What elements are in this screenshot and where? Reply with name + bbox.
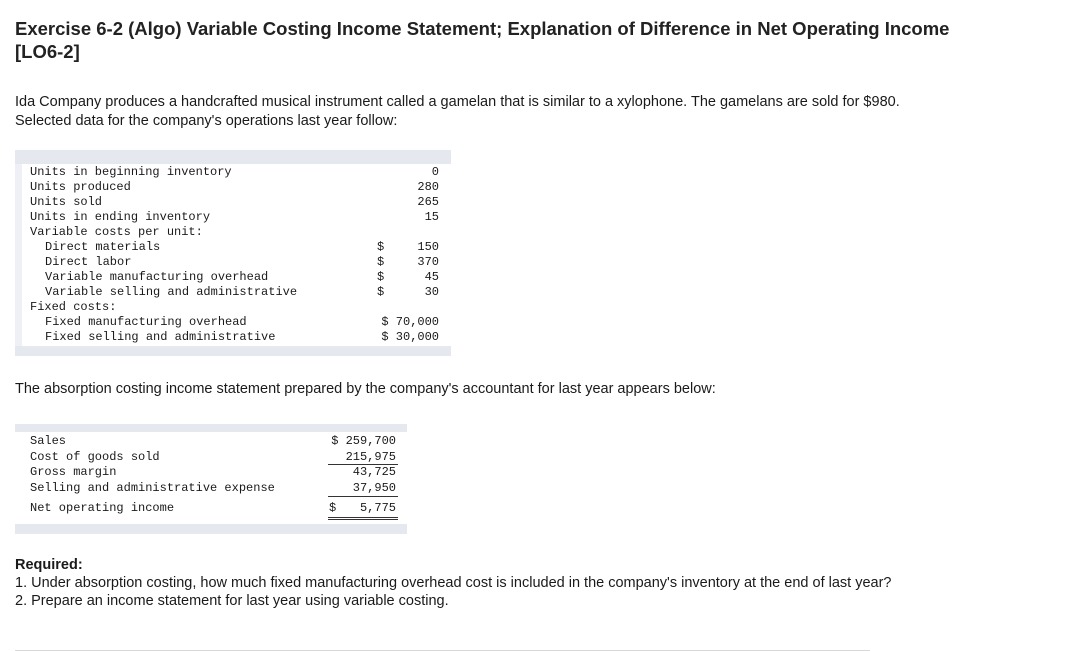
- row-value: 43,725: [352, 465, 396, 479]
- table-header-bar: [15, 150, 451, 164]
- row-currency: $: [377, 270, 385, 284]
- table-row: [15, 195, 451, 210]
- row-currency: $: [329, 501, 337, 515]
- intro-paragraph: Ida Company produces a handcrafted musical instrument called a gamelan that is similar to a xylophone. The gamelans are sold for $980. Selected data for the company's operations last year follow:: [15, 94, 900, 129]
- row-value: 265: [417, 195, 439, 209]
- table-row: [15, 330, 451, 345]
- table-row: [15, 210, 451, 225]
- row-label: Direct labor: [45, 255, 132, 269]
- row-label: Fixed selling and administrative: [45, 330, 276, 344]
- table-row: [15, 315, 451, 330]
- row-value: 30: [424, 285, 439, 299]
- table-footer-bar: [15, 346, 451, 356]
- row-label: Units in beginning inventory: [30, 165, 232, 179]
- table-row: [15, 433, 407, 449]
- table-footer-bar: [15, 524, 407, 534]
- row-label: Sales: [30, 434, 67, 448]
- row-label: Units sold: [30, 195, 103, 209]
- row-value: 45: [424, 270, 439, 284]
- row-label: Direct materials: [45, 240, 161, 254]
- row-value: 15: [424, 210, 439, 224]
- row-currency: $: [377, 255, 385, 269]
- page-title: Exercise 6-2 (Algo) Variable Costing Income Statement; Explanation of Difference in Net Operating Income [LO6-2]: [15, 18, 950, 62]
- table-row: [15, 464, 407, 480]
- row-label: Variable manufacturing overhead: [45, 270, 269, 284]
- requirement-1: 1. Under absorption costing, how much fixed manufacturing overhead cost is included in the company's inventory at the end of last year?: [15, 575, 892, 591]
- row-value: 0: [431, 165, 439, 179]
- table-row: [15, 180, 451, 195]
- row-label: Selling and administrative expense: [30, 481, 275, 495]
- table-row: [15, 500, 407, 516]
- row-value: 280: [417, 180, 439, 194]
- table-header-bar: [15, 424, 407, 432]
- row-value: 215,975: [345, 450, 396, 464]
- row-label: Units produced: [30, 180, 131, 194]
- row-value: 370: [417, 255, 439, 269]
- row-value: $ 259,700: [331, 434, 396, 448]
- row-label: Cost of goods sold: [30, 450, 160, 464]
- row-label: Units in ending inventory: [30, 210, 211, 224]
- table-row: [15, 165, 451, 180]
- row-value: 150: [417, 240, 439, 254]
- row-value: 37,950: [352, 481, 396, 495]
- absorption-income-statement: [15, 424, 407, 534]
- row-currency: $: [377, 285, 385, 299]
- row-currency: $: [377, 240, 385, 254]
- row-value: 5,775: [359, 501, 396, 515]
- table-row: [15, 285, 451, 300]
- double-underline: [328, 517, 398, 518]
- required-section: [15, 556, 955, 610]
- table-row: [15, 300, 451, 315]
- row-label: Fixed manufacturing overhead: [45, 315, 247, 329]
- row-label: Net operating income: [30, 501, 175, 515]
- operations-data-table: [15, 150, 451, 356]
- row-label: Variable selling and administrative: [45, 285, 298, 299]
- underline: [328, 496, 398, 497]
- row-label: Gross margin: [30, 465, 117, 479]
- income-statement-intro: The absorption costing income statement prepared by the company's accountant for last year appears below:: [15, 381, 716, 397]
- table-row: [15, 270, 451, 285]
- table-row: [15, 480, 407, 496]
- row-label: Fixed costs:: [30, 300, 117, 314]
- table-row: [15, 255, 451, 270]
- double-underline: [328, 519, 398, 520]
- required-title: Required:: [15, 557, 83, 573]
- row-value: $ 70,000: [381, 315, 439, 329]
- row-value: $ 30,000: [381, 330, 439, 344]
- requirement-2: 2. Prepare an income statement for last year using variable costing.: [15, 593, 449, 609]
- table-row: [15, 225, 451, 240]
- row-label: Variable costs per unit:: [30, 225, 203, 239]
- table-row: [15, 449, 407, 465]
- table-row: [15, 240, 451, 255]
